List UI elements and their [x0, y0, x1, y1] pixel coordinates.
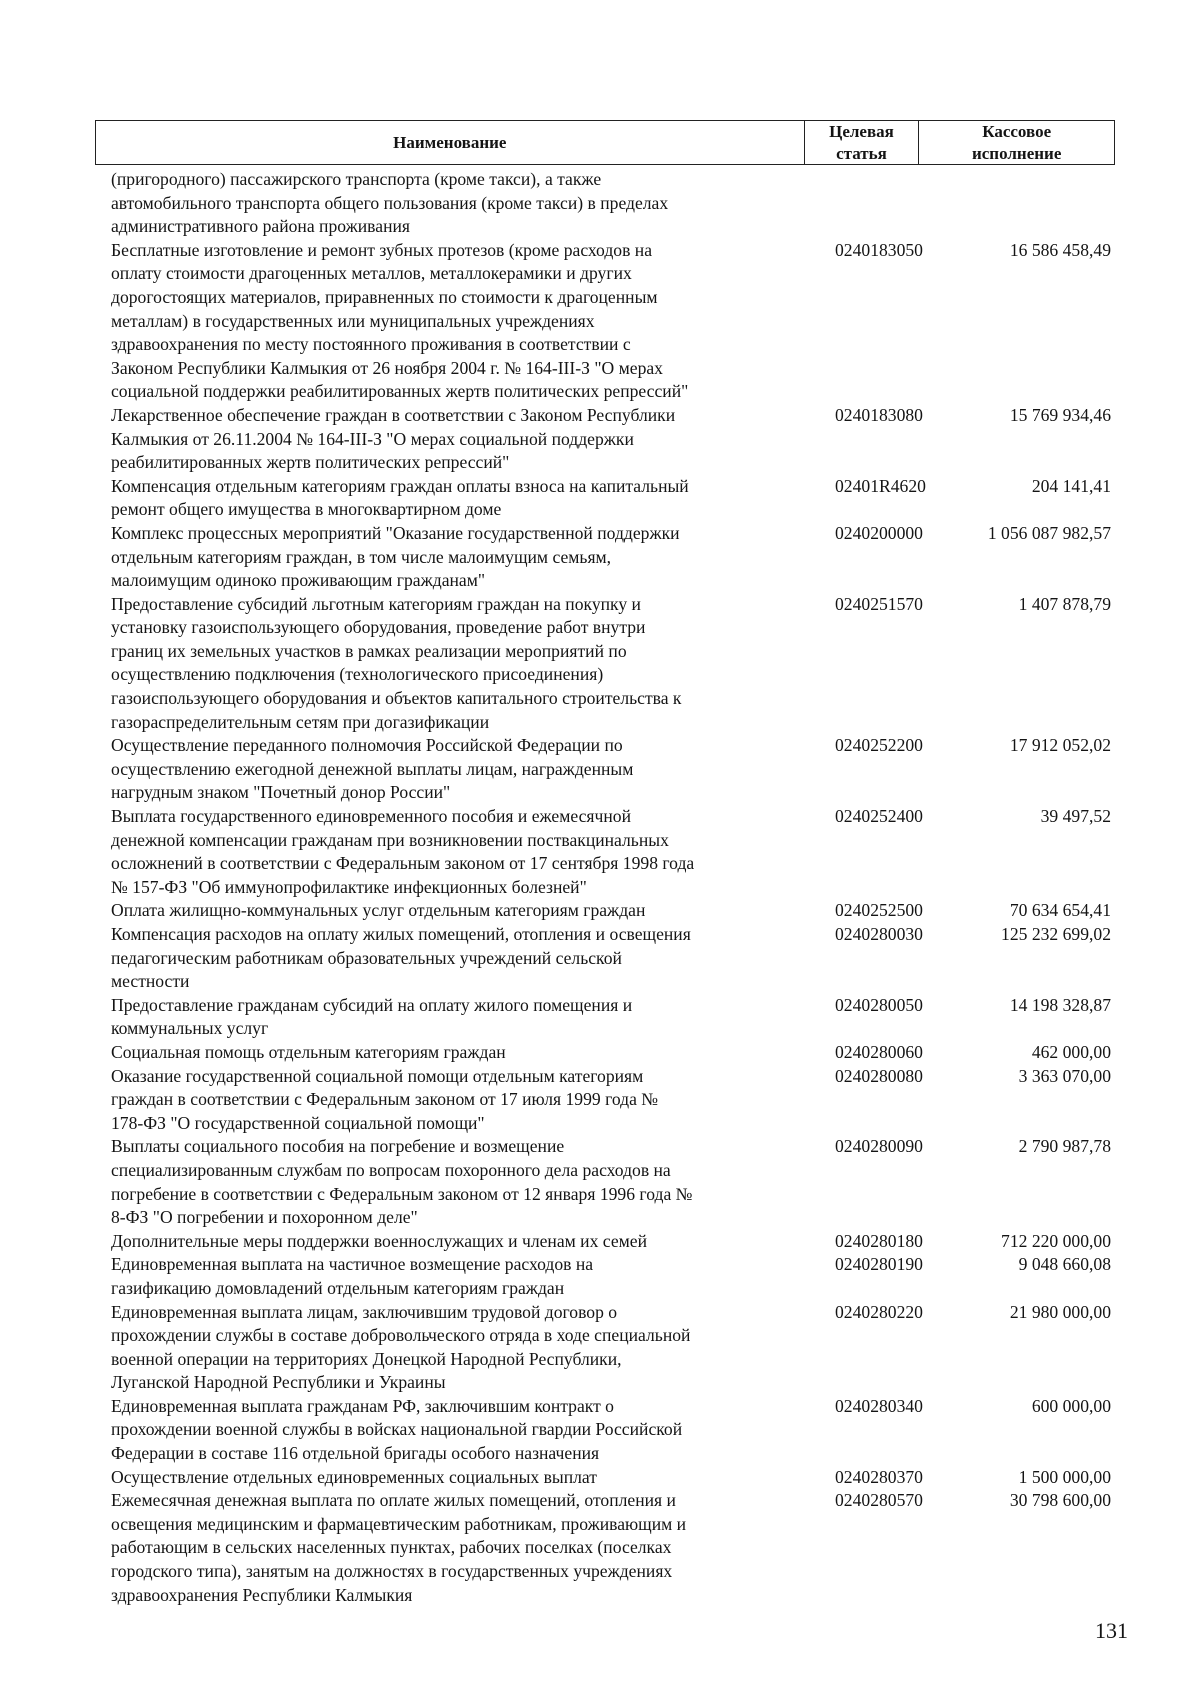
row-sum: 204 141,41 [1031, 475, 1111, 496]
row-name-line: реабилитированных жертв политических репрессий" [111, 452, 510, 473]
table-row [95, 994, 1115, 1041]
row-name [95, 734, 815, 805]
row-code: 0240280060 [835, 1041, 923, 1062]
row-name-line: Предоставление гражданам субсидий на оплату жилого помещения и [111, 994, 633, 1015]
row-name-line: дорогостоящих материалов, приравненных по стоимости к драгоценным [111, 286, 658, 307]
header-sum-line1: Кассовое [982, 121, 1052, 141]
table-row [95, 1395, 1115, 1466]
row-sum: 600 000,00 [1031, 1395, 1111, 1416]
row-name-line: Федерации в составе 116 отдельной бригады особого назначения [111, 1443, 600, 1464]
row-code: 0240280090 [835, 1136, 923, 1157]
row-name-line: социальной поддержки реабилитированных жертв политических репрессий" [111, 381, 689, 402]
row-name [95, 805, 815, 899]
row-name-line: 8-ФЗ "О погребении и похоронном деле" [111, 1207, 418, 1228]
page-number: 131 [1095, 1618, 1128, 1643]
row-name-line: газораспределительным сетям при догазификации [111, 711, 490, 732]
row-name-line: Осуществление отдельных единовременных социальных выплат [111, 1466, 597, 1487]
row-name-line: Единовременная выплата лицам, заключившим трудовой договор о [111, 1301, 618, 1322]
row-sum: 1 407 878,79 [1018, 593, 1111, 614]
row-name-line: Оказание государственной социальной помощи отдельным категориям [111, 1065, 644, 1086]
row-name-line: здравоохранения по месту постоянного проживания в соответствии с [111, 334, 631, 355]
row-name-line: Комплекс процессных мероприятий "Оказание государственной поддержки [111, 522, 680, 543]
row-sum: 9 048 660,08 [1018, 1254, 1111, 1275]
table-row [95, 1489, 1115, 1607]
row-name-line: Выплата государственного единовременного пособия и ежемесячной [111, 806, 632, 827]
table-header [95, 120, 1115, 165]
row-code: 0240252400 [835, 806, 923, 827]
row-name [95, 475, 815, 522]
row-code: 0240183050 [835, 239, 923, 260]
table-row [95, 1466, 1115, 1490]
table-row [95, 1041, 1115, 1065]
row-name-line: педагогическим работникам образовательных учреждений сельской [111, 947, 622, 968]
row-name-line: осуществлению подключения (технологического присоединения) [111, 664, 604, 685]
row-name-line: Осуществление переданного полномочия Российской Федерации по [111, 735, 623, 756]
row-code: 0240252500 [835, 900, 923, 921]
row-code: 0240280030 [835, 924, 923, 944]
table-row [95, 899, 1115, 923]
row-name-line: Калмыкия от 26.11.2004 № 164-III-З "О мерах социальной поддержки [111, 428, 634, 449]
table-row [95, 404, 1115, 475]
row-name-line: оплату стоимости драгоценных металлов, металлокерамики и других [111, 263, 632, 284]
table-row [95, 522, 1115, 593]
table-row [95, 1135, 1115, 1229]
row-name-line: Компенсация расходов на оплату жилых помещений, отопления и освещения [111, 924, 691, 944]
row-sum: 712 220 000,00 [1001, 1230, 1111, 1251]
row-name-line: военной операции на территориях Донецкой Народной Республики, [111, 1348, 622, 1369]
table-row [95, 593, 1115, 735]
row-name-line: Единовременная выплата гражданам РФ, заключившим контракт о [111, 1395, 614, 1416]
row-code: 0240280180 [835, 1230, 923, 1251]
expenditure-table [95, 120, 1115, 1607]
row-name-line: Социальная помощь отдельным категориям граждан [111, 1041, 506, 1062]
row-name-line: Дополнительные меры поддержки военнослужащих и членам их семей [111, 1230, 647, 1251]
row-name-line: газоиспользующего оборудования и объектов капитального строительства к [111, 688, 682, 709]
row-name [95, 522, 815, 593]
row-name-line: погребение в соответствии с Федеральным законом от 12 января 1996 года № [111, 1183, 693, 1204]
row-name-line: газификацию домовладений отдельным категориям граждан [111, 1277, 565, 1298]
row-sum: 17 912 052,02 [1009, 735, 1111, 756]
row-name-line: Единовременная выплата на частичное возмещение расходов на [111, 1254, 594, 1275]
header-code-line1: Целевая [829, 121, 894, 141]
row-code: 0240280080 [835, 1065, 923, 1086]
row-name [95, 899, 815, 923]
table-body [95, 168, 1115, 1607]
row-name [95, 168, 815, 239]
row-name [95, 1065, 815, 1136]
row-name [95, 239, 815, 404]
row-sum: 125 232 699,02 [1001, 924, 1111, 944]
row-name-line: прохождении службы в составе добровольческого отряда в ходе специальной [111, 1325, 691, 1346]
row-code: 0240280220 [835, 1301, 923, 1322]
header-code [805, 121, 920, 164]
row-code: 02401R4620 [835, 475, 926, 496]
table-row [95, 168, 1115, 239]
row-name [95, 994, 815, 1041]
row-sum: 39 497,52 [1040, 806, 1111, 827]
row-sum: 16 586 458,49 [1009, 239, 1111, 260]
row-name-line: № 157-ФЗ "Об иммунопрофилактике инфекционных болезней" [111, 876, 587, 897]
row-code: 0240280370 [835, 1466, 923, 1487]
table-row [95, 805, 1115, 899]
row-sum: 2 790 987,78 [1018, 1136, 1111, 1157]
row-name-line: Лекарственное обеспечение граждан в соответствии с Законом Республики [111, 404, 676, 425]
row-code: 0240280190 [835, 1254, 923, 1275]
row-code: 0240200000 [835, 522, 923, 543]
row-name-line: Предоставление субсидий льготным категориям граждан на покупку и [111, 593, 641, 614]
row-code: 0240280570 [835, 1490, 923, 1511]
row-name-line: городского типа), занятым на должностях в государственных учреждениях [111, 1561, 673, 1582]
row-name-line: Законом Республики Калмыкия от 26 ноября 2004 г. № 164-III-З "О мерах [111, 357, 663, 378]
row-sum: 21 980 000,00 [1009, 1301, 1111, 1322]
row-sum: 14 198 328,87 [1009, 994, 1111, 1015]
row-name-line: 178-ФЗ "О государственной социальной помощи" [111, 1112, 485, 1133]
header-name: Наименование [96, 121, 805, 164]
row-name-line: специализированным службам по вопросам похоронного дела расходов на [111, 1159, 671, 1180]
header-sum [919, 121, 1114, 164]
row-sum: 15 769 934,46 [1009, 404, 1111, 425]
row-name-line: металлам) в государственных или муниципальных учреждениях [111, 310, 595, 331]
row-code: 0240280050 [835, 994, 923, 1015]
table-row [95, 1301, 1115, 1395]
row-name-line: установку газоиспользующего оборудования, проведение работ внутри [111, 617, 646, 638]
row-name [95, 1489, 815, 1607]
row-code: 0240251570 [835, 593, 923, 614]
row-name-line: Бесплатные изготовление и ремонт зубных протезов (кроме расходов на [111, 239, 653, 260]
row-name-line: административного района проживания [111, 216, 410, 237]
table-row [95, 923, 1115, 994]
row-name-line: границ их земельных участков в рамках реализации мероприятий по [111, 640, 627, 661]
row-name-line: осложнений в соответствии с Федеральным законом от 17 сентября 1998 года [111, 853, 695, 874]
row-sum: 70 634 654,41 [1009, 900, 1111, 921]
row-name-line: ремонт общего имущества в многоквартирном доме [111, 499, 502, 520]
row-sum: 1 056 087 982,57 [987, 522, 1111, 543]
row-code: 0240252200 [835, 735, 923, 756]
row-name [95, 1041, 815, 1065]
row-name-line: автомобильного транспорта общего пользования (кроме такси) в пределах [111, 192, 669, 213]
row-name [95, 1395, 815, 1466]
row-name-line: освещения медицинским и фармацевтическим работникам, проживающим и [111, 1513, 687, 1534]
header-sum-line2: исполнение [971, 143, 1062, 163]
row-name-line: коммунальных услуг [111, 1018, 269, 1039]
row-sum: 1 500 000,00 [1018, 1466, 1111, 1487]
row-name-line: Оплата жилищно-коммунальных услуг отдельным категориям граждан [111, 900, 646, 921]
row-name [95, 1301, 815, 1395]
row-code: 0240280340 [835, 1395, 923, 1416]
row-code: 0240183080 [835, 404, 923, 425]
table-row [95, 1230, 1115, 1254]
table-row [95, 734, 1115, 805]
table-row [95, 1065, 1115, 1136]
row-name [95, 1230, 815, 1254]
row-name [95, 404, 815, 475]
row-name-line: здравоохранения Республики Калмыкия [111, 1584, 413, 1605]
row-name [95, 593, 815, 735]
row-name-line: прохождении военной службы в войсках национальной гвардии Российской [111, 1419, 683, 1440]
row-name-line: отдельным категориям граждан, в том числе малоимущим семьям, [111, 546, 612, 567]
row-sum: 3 363 070,00 [1018, 1065, 1111, 1086]
row-sum: 462 000,00 [1031, 1041, 1111, 1062]
header-code-line2: статья [836, 143, 887, 163]
row-name-line: Луганской Народной Республики и Украины [111, 1372, 446, 1393]
table-row [95, 475, 1115, 522]
row-name-line: работающим в сельских населенных пунктах, рабочих поселках (поселках [111, 1537, 672, 1558]
row-name-line: осуществлению ежегодной денежной выплаты лицам, награжденным [111, 758, 634, 779]
row-name-line: (пригородного) пассажирского транспорта (кроме такси), а также [111, 169, 602, 189]
table-row [95, 1253, 1115, 1300]
row-name [95, 923, 815, 994]
row-name-line: местности [111, 971, 190, 992]
row-name-line: малоимущим одиноко проживающим гражданам" [111, 570, 486, 591]
row-name-line: денежной компенсации гражданам при возникновении поствакцинальных [111, 829, 669, 850]
row-name-line: граждан в соответствии с Федеральным законом от 17 июля 1999 года № [111, 1089, 659, 1110]
row-sum: 30 798 600,00 [1009, 1490, 1111, 1511]
row-name-line: Компенсация отдельным категориям граждан оплаты взноса на капитальный [111, 475, 689, 496]
row-name-line: нагрудным знаком "Почетный донор России" [111, 782, 451, 803]
table-row [95, 239, 1115, 404]
row-name [95, 1466, 815, 1490]
row-name-line: Выплаты социального пособия на погребение и возмещение [111, 1136, 565, 1157]
row-name-line: Ежемесячная денежная выплата по оплате жилых помещений, отопления и [111, 1490, 676, 1511]
row-name [95, 1253, 815, 1300]
row-name [95, 1135, 815, 1229]
